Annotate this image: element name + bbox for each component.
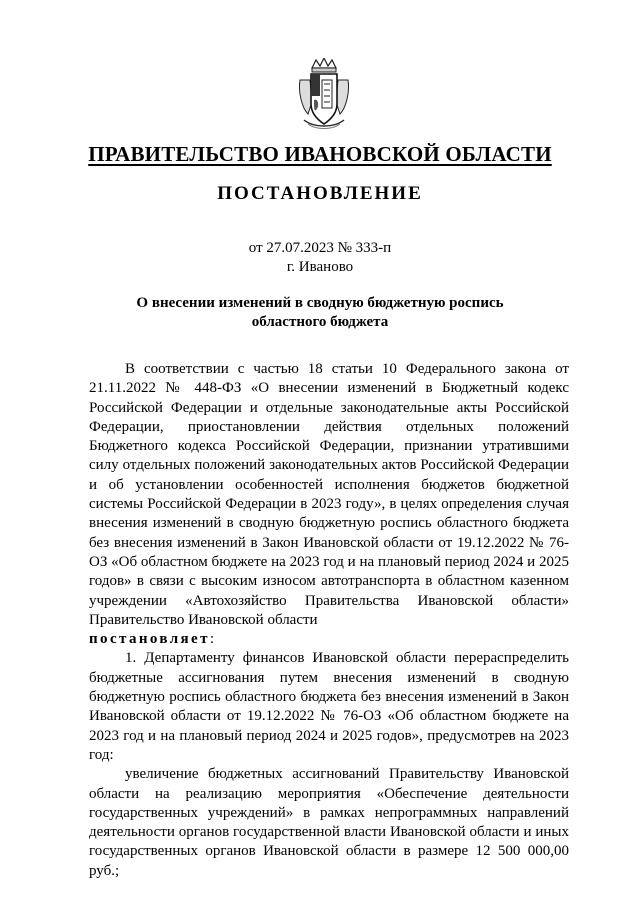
document-type-heading: ПОСТАНОВЛЕНИЕ xyxy=(217,183,423,204)
preamble-paragraph xyxy=(89,360,569,649)
increase-paragraph: увеличение бюджетных ассигнований Правительству Ивановской области на реализацию мероприятия «Обеспечение деятельности государственных учреждений» в рамках непрограммных направлений деятельности органов государственной власти Ивановской области и иных государственных органов Ивановской области в размере 12 500 000,00 руб.; xyxy=(89,766,569,879)
government-title: ПРАВИТЕЛЬСТВО ИВАНОВСКОЙ ОБЛАСТИ xyxy=(88,142,552,166)
document-subject: О внесении изменений в сводную бюджетную роспись областного бюджета xyxy=(136,295,504,330)
decides-colon: : xyxy=(209,631,215,648)
item-1-paragraph: 1. Департаменту финансов Ивановской области перераспределить бюджетные ассигнования путем внесения изменений в сводную бюджетную роспись областного бюджета без внесения изменений в Закон Ивановской области от 19.12.2022 № 76-ОЗ «Об областном бюджете на 2023 год и на плановый период 2024 и 2025 годов», предусмотрев на 2023 год: xyxy=(89,650,569,763)
document-date-number: от 27.07.2023 № 333-п xyxy=(248,240,392,256)
document-body xyxy=(89,360,569,881)
decides-word: постановляет xyxy=(89,631,210,648)
preamble-text: В соответствии с частью 18 статьи 10 Федерального закона от 21.11.2022 № 448-ФЗ «О внесении изменений в Бюджетный кодекс Российской Федерации и отдельные законодательные акты Российской Федерации, приостановлении действия отдельных положений Бюджетного кодекса Российской Федерации, признании утратившими силу отдельных положений законодательных актов Российской Федерации и об установлении особенностей исполнения бюджетов бюджетной системы Российской Федерации в 2023 году», в целях определения случая внесения изменений в сводную бюджетную роспись областного бюджета без внесения изменений в Закон Ивановской области от 19.12.2022 № 76-ОЗ «Об областном бюджете на 2023 год и на плановый период 2024 и 2025 годов» в связи с высоким износом автотранспорта в областном казенном учреждении «Автохозяйство Правительства Ивановской области» Правительство Ивановской области xyxy=(89,361,569,628)
document-city: г. Иваново xyxy=(286,259,354,275)
coat-of-arms-icon xyxy=(298,58,350,130)
date-block xyxy=(0,239,640,277)
